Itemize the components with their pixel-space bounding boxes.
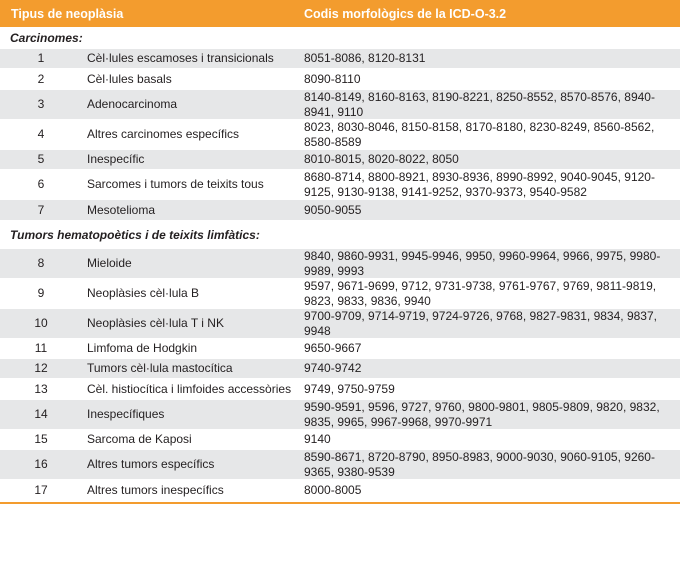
row-codes: 9140 xyxy=(304,432,331,446)
row-number: 7 xyxy=(37,202,45,217)
row-type: Limfoma de Hodgkin xyxy=(87,341,198,355)
row-number: 13 xyxy=(34,381,48,396)
row-codes: 8590-8671, 8720-8790, 8950-8983, 9000-9030, 9060-9105, 9260-9365, 9380-9539 xyxy=(304,449,655,479)
row-type: Tumors cèl·lula mastocítica xyxy=(87,361,233,375)
row-number: 8 xyxy=(37,256,45,270)
row-codes: 9749, 9750-9759 xyxy=(304,381,395,396)
row-number: 9 xyxy=(37,286,45,300)
row-number: 3 xyxy=(37,97,45,111)
row-type: Cèl·lules basals xyxy=(87,71,172,86)
row-number: 10 xyxy=(34,316,48,330)
row-number: 16 xyxy=(34,457,48,471)
table-bottom-rule xyxy=(0,502,680,504)
table-row xyxy=(0,339,680,359)
row-type: Adenocarcinoma xyxy=(87,97,178,111)
section-title: Carcinomes: xyxy=(0,27,680,49)
table-row xyxy=(0,90,680,120)
row-number: 4 xyxy=(37,127,45,141)
row-type: Neoplàsies cèl·lula B xyxy=(87,286,200,300)
row-codes: 9840, 9860-9931, 9945-9946, 9950, 9960-9964, 9966, 9975, 9980-9989, 9993 xyxy=(304,248,661,278)
row-type: Neoplàsies cèl·lula T i NK xyxy=(87,316,224,330)
row-number: 1 xyxy=(37,51,45,65)
table-row xyxy=(0,170,680,200)
row-codes: 8023, 8030-8046, 8150-8158, 8170-8180, 8230-8249, 8560-8562, 8580-8589 xyxy=(304,119,655,149)
row-type: Mieloide xyxy=(87,256,132,270)
header-col-codes: Codis morfològics de la ICD-O-3.2 xyxy=(304,6,507,21)
row-number: 5 xyxy=(37,152,45,166)
table-row xyxy=(0,379,680,400)
row-number: 17 xyxy=(34,482,48,497)
row-number: 14 xyxy=(34,407,48,421)
row-number: 15 xyxy=(34,432,48,446)
row-codes: 8051-8086, 8120-8131 xyxy=(304,51,426,65)
row-type: Inespecífiques xyxy=(87,407,165,421)
row-type: Cèl. histiocítica i limfoides accessòries xyxy=(87,381,292,396)
row-codes: 9740-9742 xyxy=(304,361,362,375)
row-number: 6 xyxy=(37,177,45,191)
section-title: Tumors hematopoètics i de teixits limfàtics: xyxy=(0,221,680,249)
row-codes: 8140-8149, 8160-8163, 8190-8221, 8250-8552, 8570-8576, 8940-8941, 9110 xyxy=(304,89,655,119)
row-codes: 8090-8110 xyxy=(304,71,361,86)
row-number: 2 xyxy=(37,71,45,86)
table-row xyxy=(0,359,680,379)
row-number: 12 xyxy=(34,361,48,375)
row-type: Altres tumors específics xyxy=(87,457,215,471)
row-type: Altres carcinomes específics xyxy=(87,127,240,141)
table-row xyxy=(0,309,680,339)
table-row xyxy=(0,400,680,430)
row-type: Sarcoma de Kaposi xyxy=(87,432,192,446)
row-codes: 9050-9055 xyxy=(304,202,362,217)
row-codes: 9650-9667 xyxy=(304,341,362,355)
table-row xyxy=(0,150,680,170)
row-type: Cèl·lules escamoses i transicionals xyxy=(87,51,274,65)
table-row xyxy=(0,450,680,480)
table-row xyxy=(0,430,680,450)
table-row xyxy=(0,49,680,69)
table-row xyxy=(0,480,680,501)
row-number: 11 xyxy=(34,341,48,355)
row-type: Mesotelioma xyxy=(87,202,156,217)
table-row xyxy=(0,279,680,309)
header-col-type: Tipus de neoplàsia xyxy=(11,6,124,21)
row-codes: 8000-8005 xyxy=(304,482,362,497)
row-codes: 9590-9591, 9596, 9727, 9760, 9800-9801, 9805-9809, 9820, 9832, 9835, 9965, 9967-9968, 9970-9971 xyxy=(304,399,660,429)
row-codes: 8010-8015, 8020-8022, 8050 xyxy=(304,152,459,166)
row-type: Altres tumors inespecífics xyxy=(87,482,224,497)
table-row xyxy=(0,120,680,150)
table-row xyxy=(0,200,680,221)
row-codes: 9700-9709, 9714-9719, 9724-9726, 9768, 9827-9831, 9834, 9837, 9948 xyxy=(304,308,657,338)
table-body xyxy=(0,27,680,501)
table-row xyxy=(0,69,680,90)
table-row xyxy=(0,249,680,279)
row-type: Inespecífic xyxy=(87,152,145,166)
row-codes: 9597, 9671-9699, 9712, 9731-9738, 9761-9767, 9769, 9811-9819, 9823, 9833, 9836, 9940 xyxy=(304,278,657,308)
table-header xyxy=(0,0,680,27)
row-type: Sarcomes i tumors de teixits tous xyxy=(87,177,264,191)
row-codes: 8680-8714, 8800-8921, 8930-8936, 8990-8992, 9040-9045, 9120-9125, 9130-9138, 9141-9252, 9370-9373, 9540-9582 xyxy=(304,169,655,199)
